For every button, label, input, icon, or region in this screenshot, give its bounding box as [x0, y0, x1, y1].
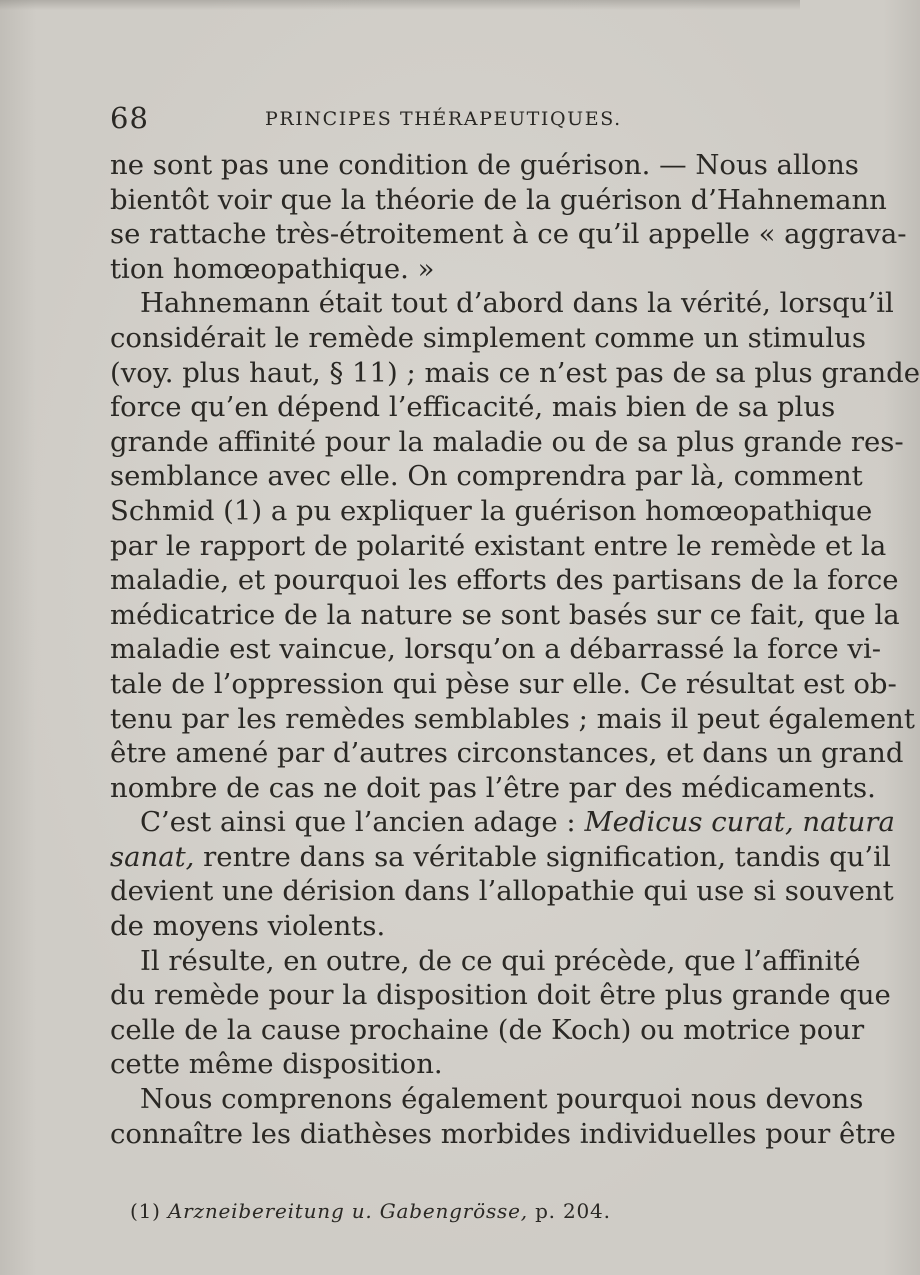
- running-head: PRINCIPES THÉRAPEUTIQUES.: [265, 108, 622, 130]
- italic-latin-phrase: sanat,: [110, 840, 195, 873]
- text-line: devient une dérision dans l’allopathie qui use si souvent: [110, 875, 894, 908]
- text-line: être amené par d’autres circonstances, et dans un grand: [110, 737, 904, 770]
- text-line: tion homœopathique. »: [110, 252, 435, 285]
- text-line: bientôt voir que la théorie de la guérison d’Hahnemann: [110, 183, 887, 216]
- footnote-marker: (1): [130, 1199, 161, 1223]
- footnote-title: Arzneibereitung u. Gabengrösse,: [167, 1199, 528, 1223]
- text-line: Il résulte, en outre, de ce qui précède, que l’affinité: [140, 944, 861, 977]
- text-line: ne sont pas une condition de guérison. — Nous allons: [110, 149, 859, 181]
- text-line: Hahnemann était tout d’abord dans la vérité, lorsqu’il: [140, 287, 894, 320]
- text-line: connaître les diathèses morbides individuelles pour être: [110, 1117, 896, 1150]
- text-line: [110, 805, 895, 840]
- text-line: considérait le remède simplement comme un stimulus: [110, 321, 866, 354]
- text-line: médicatrice de la nature se sont basés sur ce fait, que la: [110, 598, 900, 631]
- text-run: C’est ainsi que l’ancien adage :: [140, 806, 585, 839]
- text-line: nombre de cas ne doit pas l’être par des médicaments.: [110, 771, 876, 804]
- text-line: tenu par les remèdes semblables ; mais il peut également: [110, 702, 915, 735]
- text-line: celle de la cause prochaine (de Koch) ou motrice pour: [110, 1013, 865, 1046]
- body-text: [110, 148, 920, 1151]
- text-line: tale de l’oppression qui pèse sur elle. Ce résultat est ob-: [110, 667, 897, 700]
- text-run: rentre dans sa véritable signification, tandis qu’il: [194, 840, 891, 873]
- text-line: [110, 840, 891, 875]
- page-header: [110, 100, 742, 136]
- text-line: cette même disposition.: [110, 1048, 443, 1081]
- text-line: (voy. plus haut, § 11) ; mais ce n’est pas de sa plus grande: [110, 356, 920, 389]
- text-line: par le rapport de polarité existant entre le remède et la: [110, 529, 887, 562]
- italic-latin-phrase: Medicus curat, natura: [584, 806, 895, 839]
- text-line: se rattache très-étroitement à ce qu’il appelle « aggrava-: [110, 218, 907, 251]
- text-line: du remède pour la disposition doit être plus grande que: [110, 979, 891, 1012]
- text-line: de moyens violents.: [110, 910, 386, 943]
- page-number: 68: [110, 101, 149, 135]
- text-line: maladie, et pourquoi les efforts des partisans de la force: [110, 564, 899, 597]
- text-line: Schmid (1) a pu expliquer la guérison homœopathique: [110, 494, 873, 527]
- text-line: maladie est vaincue, lorsqu’on a débarrassé la force vi-: [110, 633, 882, 666]
- page-top-shadow: [0, 0, 800, 10]
- text-line: force qu’en dépend l’efficacité, mais bien de sa plus: [110, 391, 836, 424]
- footnote-page: p. 204.: [535, 1199, 611, 1223]
- text-line: Nous comprenons également pourquoi nous devons: [140, 1083, 864, 1116]
- footnote: [130, 1196, 730, 1226]
- text-line: grande affinité pour la maladie ou de sa plus grande res-: [110, 425, 904, 458]
- text-line: semblance avec elle. On comprendra par là, comment: [110, 460, 863, 493]
